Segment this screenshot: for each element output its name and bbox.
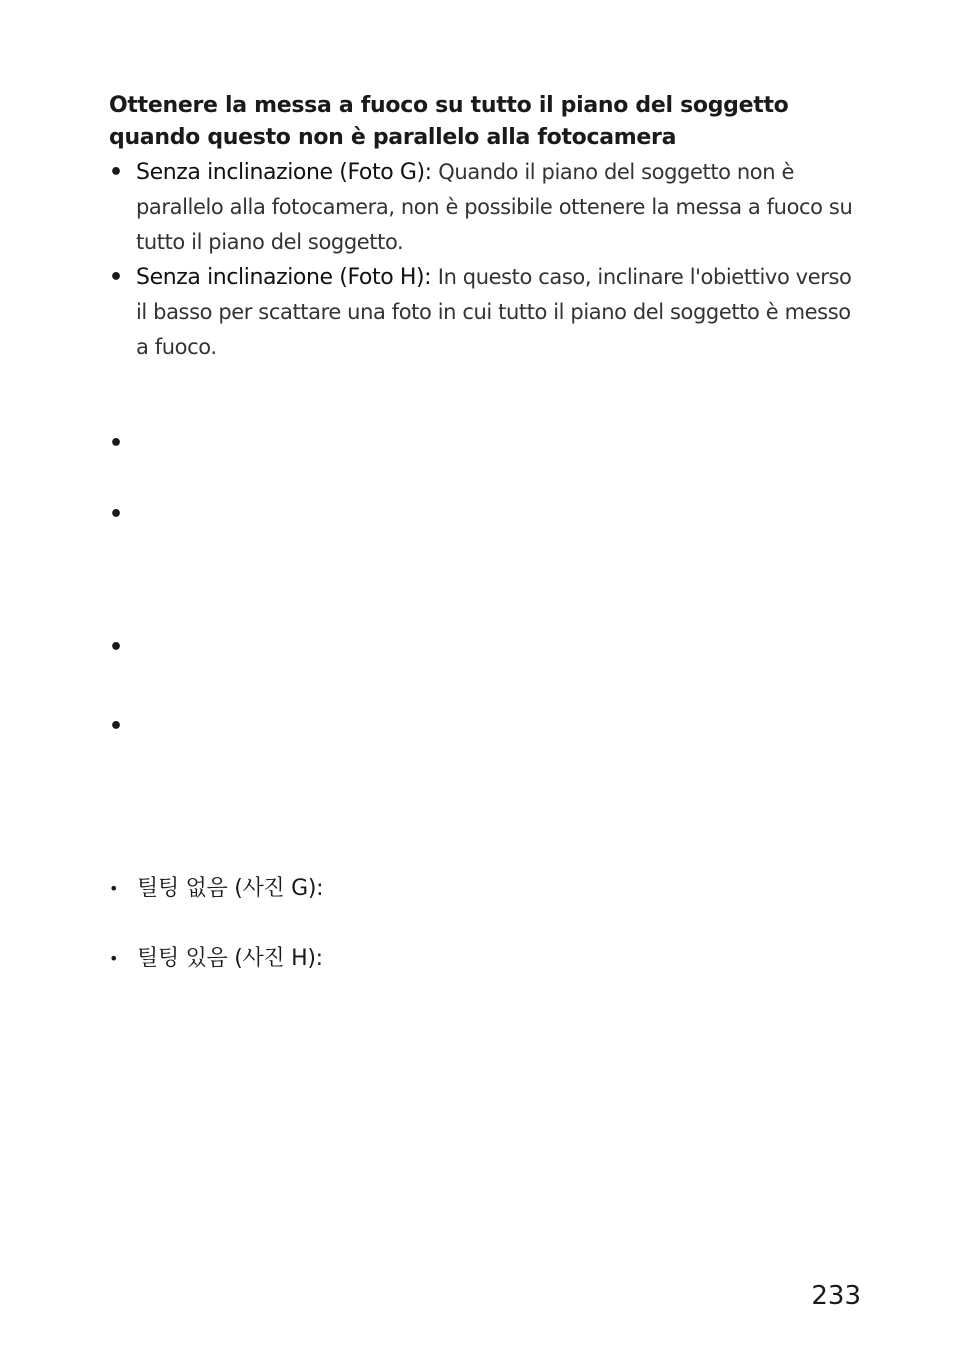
bullet-item-body: Quando il piano del soggetto non è parallelo alla fotocamera, non è possibile ottenere la messa a fuoco su tutto il piano del soggetto. [136, 160, 853, 254]
korean-bullet-text: 틸팅 있음 (사진 H): [137, 946, 323, 971]
bullet-icon: • [109, 160, 123, 185]
korean-bullet-item-h [109, 944, 323, 974]
small-bullet-icon: • [109, 949, 119, 968]
bullet-item-text [136, 260, 854, 365]
page-number: 233 [811, 1281, 861, 1311]
bullet-item-lead: Senza inclinazione (Foto G): [136, 160, 439, 185]
section-heading-line-1: Ottenere la messa a fuoco su tutto il piano del soggetto [109, 93, 789, 118]
empty-bullet-icon: • [109, 714, 124, 739]
bullet-item-photo-h [109, 260, 854, 365]
bullet-item-text [136, 155, 854, 260]
section-heading [109, 90, 849, 154]
korean-bullet-item-g [109, 874, 323, 904]
korean-bullet-text: 틸팅 없음 (사진 G): [137, 876, 324, 901]
bullet-item-body: In questo caso, inclinare l'obiettivo verso il basso per scattare una foto in cui tutto il piano del soggetto è messo a fuoco. [136, 265, 852, 359]
empty-bullet-icon: • [109, 502, 124, 527]
empty-bullet-icon: • [109, 635, 124, 660]
bullet-item-lead: Senza inclinazione (Foto H): [136, 265, 438, 290]
empty-bullet-icon: • [109, 431, 124, 456]
section-heading-line-2: quando questo non è parallelo alla fotocamera [109, 125, 677, 150]
bullet-item-photo-g [109, 155, 854, 260]
bullet-icon: • [109, 265, 123, 290]
small-bullet-icon: • [109, 879, 119, 898]
